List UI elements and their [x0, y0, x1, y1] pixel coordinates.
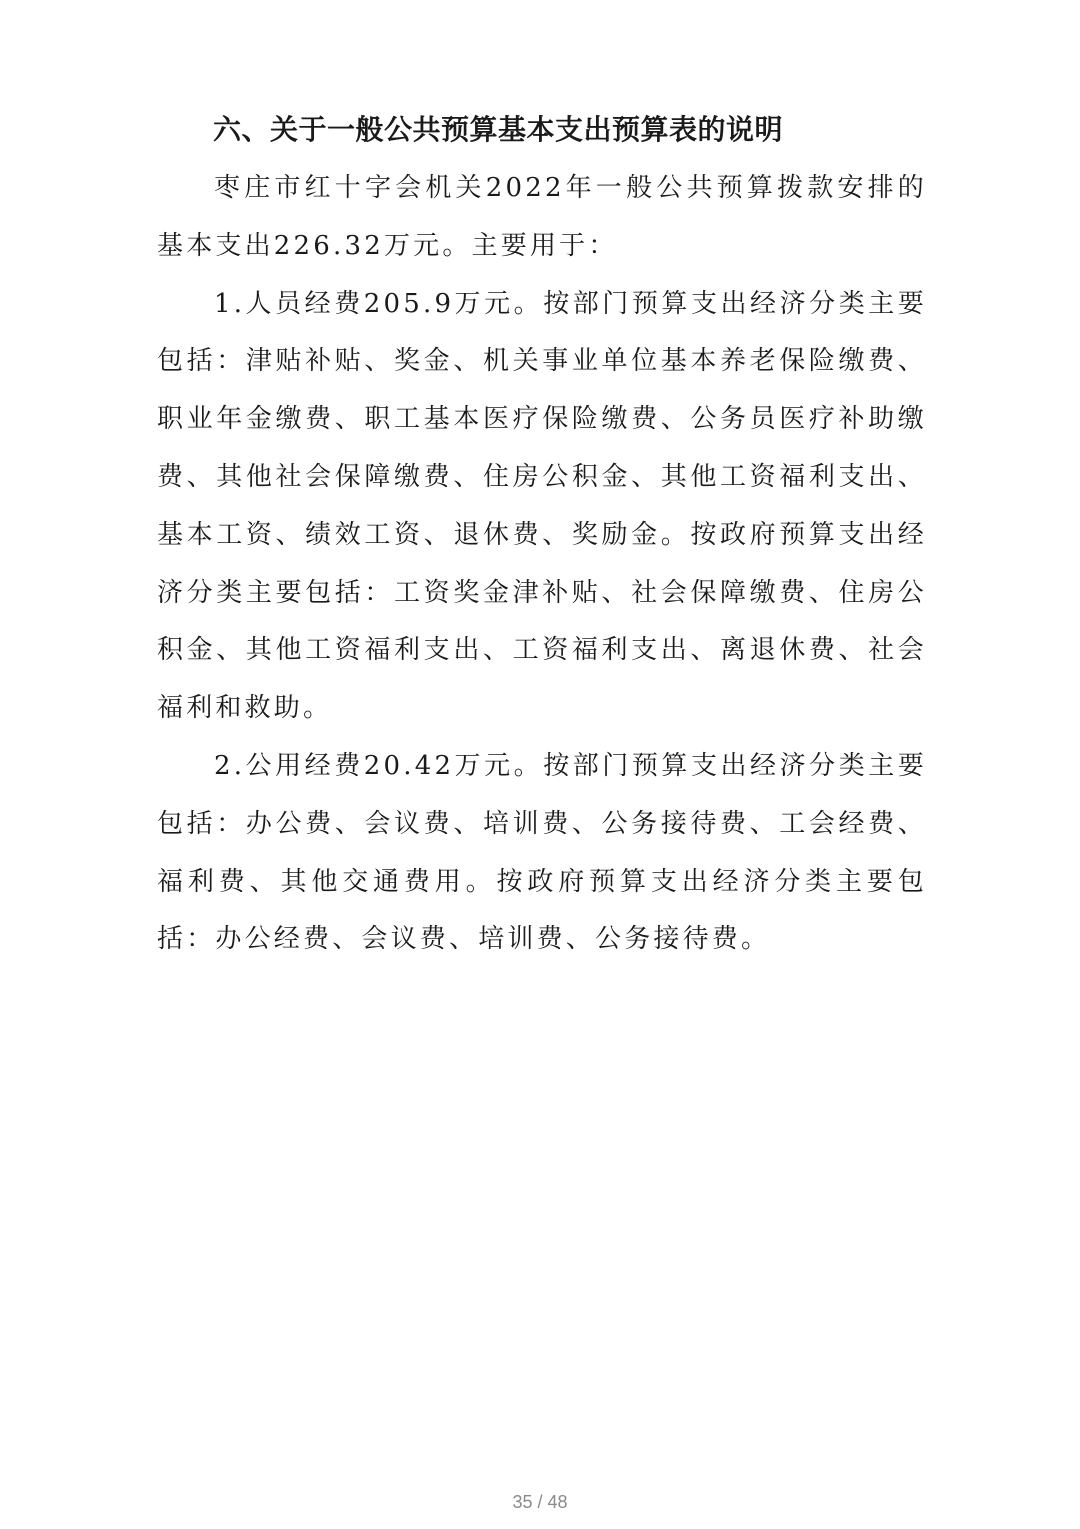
paragraph-personnel-expenses: 1.人员经费205.9万元。按部门预算支出经济分类主要包括：津贴补贴、奖金、机关事业单位基本养老保险缴费、职业年金缴费、职工基本医疗保险缴费、公务员医疗补助缴费、其他社会保障缴费、住房公积金、其他工资福利支出、基本工资、绩效工资、退休费、奖励金。按政府预算支出经济分类主要包括：工资奖金津补贴、社会保障缴费、住房公积金、其他工资福利支出、工资福利支出、离退休费、社会福利和救助。 — [157, 288, 927, 724]
body-text — [157, 160, 927, 969]
paragraph-intro: 枣庄市红十字会机关2022年一般公共预算拨款安排的基本支出226.32万元。主要用于： — [157, 173, 927, 261]
section-heading: 六、关于一般公共预算基本支出预算表的说明 — [213, 113, 784, 146]
paragraph-public-expenses: 2.公用经费20.42万元。按部门预算支出经济分类主要包括：办公费、会议费、培训费、公务接待费、工会经费、福利费、其他交通费用。按政府预算支出经济分类主要包括：办公经费、会议费、培训费、公务接待费。 — [157, 750, 927, 955]
page-number: 35 / 48 — [512, 1492, 568, 1512]
